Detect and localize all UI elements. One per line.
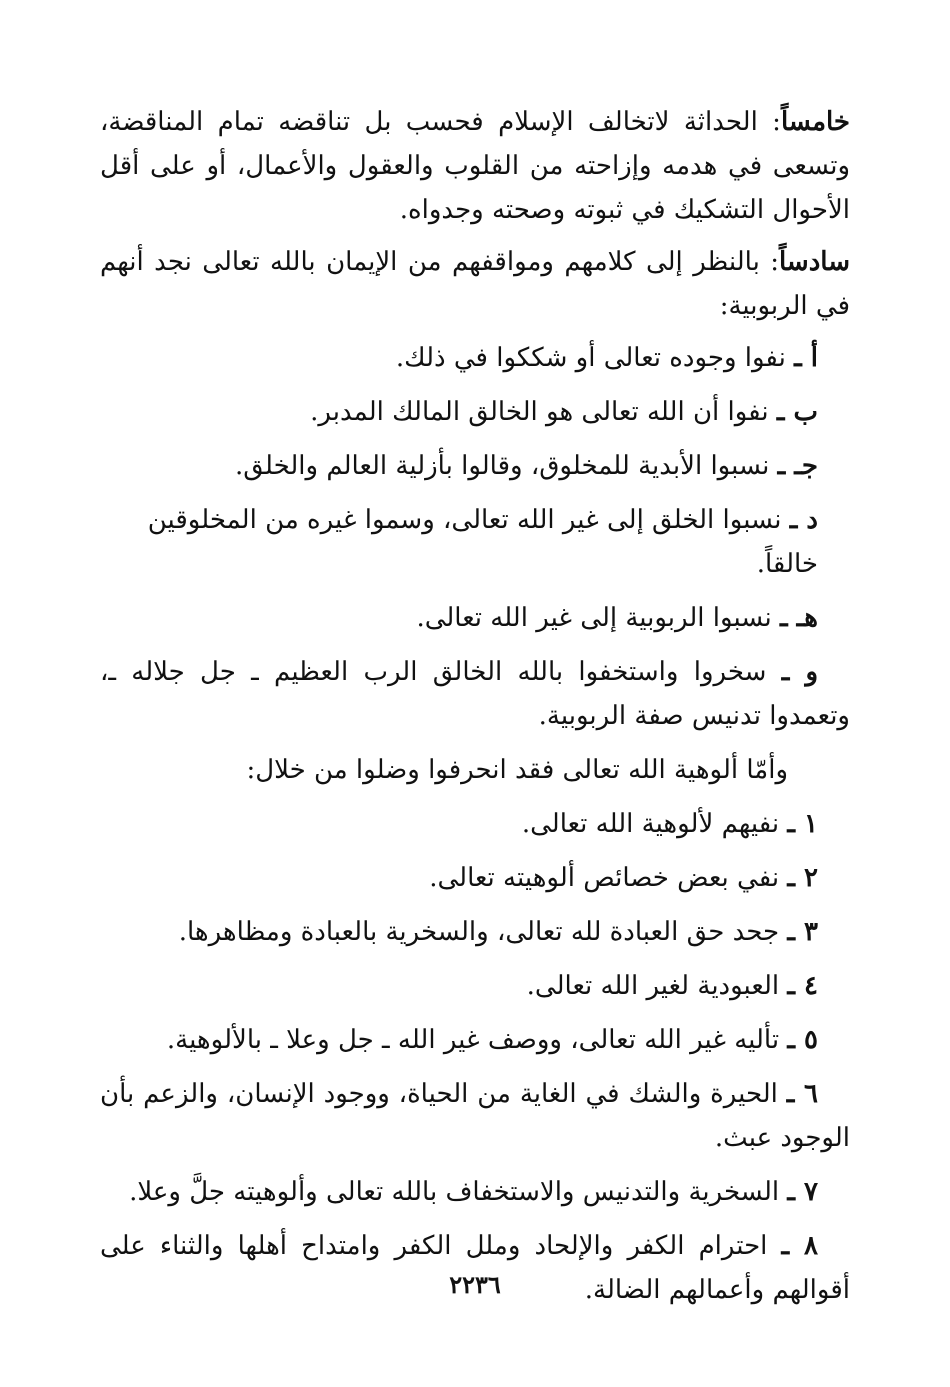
list-item-text: تأليه غير الله تعالى، ووصف غير الله ـ جل وعلا ـ بالألوهية.	[166, 1025, 780, 1055]
list-item	[100, 802, 850, 846]
list-item-marker: ٣ ـ	[787, 917, 818, 947]
list-item-text: السخرية والتدنيس والاستخفاف بالله تعالى وألوهيته جلَّ وعلا.	[129, 1177, 780, 1207]
list-item	[100, 910, 850, 954]
uluhiyya-intro: وأمّا ألوهية الله تعالى فقد انحرفوا وضلوا من خلال:	[246, 755, 788, 785]
list-item-marker: ٥ ـ	[787, 1025, 818, 1055]
list-item	[100, 336, 850, 380]
list-item	[100, 498, 850, 586]
list-item-text: نسبوا الربوبية إلى غير الله تعالى.	[416, 603, 772, 633]
list-item-marker: ٨ ـ	[781, 1231, 818, 1261]
paragraph-fifth	[100, 100, 850, 232]
list-item-text: سخروا واستخفوا بالله الخالق الرب العظيم ـ جل جلاله ـ، وتعمدوا تدنيس صفة الربوبية.	[100, 657, 850, 731]
list-item-marker: د ـ	[789, 505, 818, 535]
list-item-marker: ٦ ـ	[786, 1079, 819, 1109]
list-item-text: نفوا وجوده تعالى أو شككوا في ذلك.	[395, 343, 786, 373]
paragraph-sixth	[100, 240, 850, 328]
list-item-marker: جـ ـ	[777, 451, 818, 481]
paragraph-fifth-text: : الحداثة لاتخالف الإسلام فحسب بل تناقضه تمام المناقضة، وتسعى في هدمه وإزاحته من القلوب والعقول والأعمال، أو على أقل الأحوال التشكيك في ثبوته وصحته وجدواه.	[100, 107, 850, 225]
list-item	[100, 964, 850, 1008]
list-item-marker: هـ ـ	[780, 603, 818, 633]
list-item	[100, 650, 850, 738]
list-item-text: جحد حق العبادة لله تعالى، والسخرية بالعبادة ومظاهرها.	[178, 917, 780, 947]
list-item	[100, 1170, 850, 1214]
list-item-marker: ١ ـ	[787, 809, 818, 839]
page-number: ٢٢٣٦	[449, 1270, 501, 1299]
paragraph-sixth-label: سادساً	[779, 247, 850, 277]
list-item-text: نفي بعض خصائص ألوهيته تعالى.	[429, 863, 780, 893]
list-item	[100, 1072, 850, 1160]
list-item	[100, 856, 850, 900]
list-item	[100, 390, 850, 434]
list-item-marker: ٧ ـ	[787, 1177, 818, 1207]
list-item	[100, 596, 850, 640]
list-item-marker: ٤ ـ	[787, 971, 818, 1001]
list-item-text: نسبوا الأبدية للمخلوق، وقالوا بأزلية العالم والخلق.	[235, 451, 770, 481]
list-item-text: نسبوا الخلق إلى غير الله تعالى، وسموا غيره من المخلوقين خالقاً.	[147, 505, 818, 579]
list-item-text: نفيهم لألوهية الله تعالى.	[521, 809, 780, 839]
list-item-marker: ب ـ	[776, 397, 818, 427]
list-item-text: العبودية لغير الله تعالى.	[526, 971, 780, 1001]
document-page	[100, 100, 850, 1322]
list-item-marker: ٢ ـ	[787, 863, 818, 893]
list-item-text: الحيرة والشك في الغاية من الحياة، ووجود الإنسان، والزعم بأن الوجود عبث.	[100, 1079, 850, 1153]
list-item	[100, 1018, 850, 1062]
list-item-text: احترام الكفر والإلحاد وملل الكفر وامتداح أهلها والثناء على أقوالهم وأعمالهم الضالة.	[100, 1231, 850, 1305]
uluhiyya-list	[100, 802, 850, 1312]
list-item-text: نفوا أن الله تعالى هو الخالق المالك المدبر.	[310, 397, 769, 427]
rububiyya-list	[100, 336, 850, 738]
list-item	[100, 444, 850, 488]
paragraph-sixth-text: : بالنظر إلى كلامهم ومواقفهم من الإيمان بالله تعالى نجد أنهم في الربوبية:	[100, 247, 850, 321]
list-item-marker: أ ـ	[794, 343, 818, 373]
list-item-marker: و ـ	[781, 657, 819, 687]
paragraph-fifth-label: خامساً	[780, 107, 850, 137]
